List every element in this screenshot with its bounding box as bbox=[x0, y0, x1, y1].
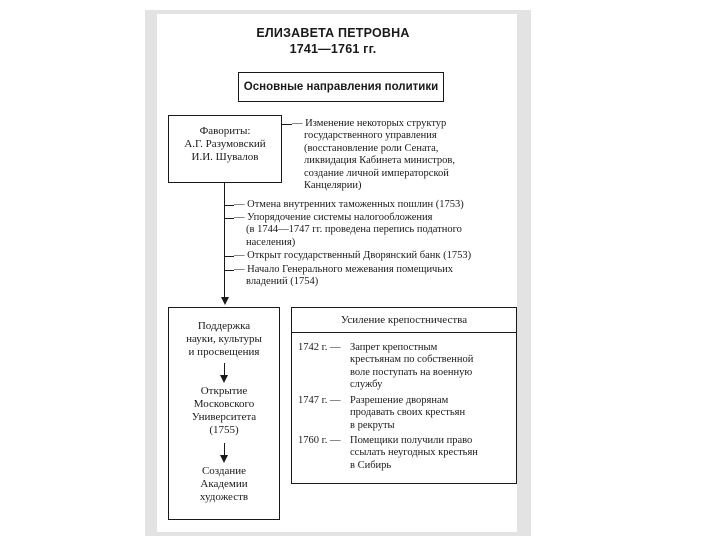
tick-customs bbox=[224, 205, 234, 206]
policy-5-line-2: владений (1754) bbox=[246, 276, 319, 288]
policy-directions-box bbox=[238, 72, 444, 102]
science-support-line-2: науки, культуры bbox=[186, 333, 262, 345]
serfdom-entry-1747 bbox=[298, 395, 514, 433]
academy-line-3: художеств bbox=[199, 491, 249, 503]
university-line-1: Открытие bbox=[200, 385, 248, 397]
spine-arrowhead bbox=[221, 297, 229, 305]
favorite-razumovsky: А.Г. Разумовский bbox=[184, 138, 266, 150]
policy-land-survey bbox=[234, 264, 524, 289]
diagram-years: 1741—1761 гг. bbox=[289, 42, 377, 56]
serfdom-year-1747: 1747 г. — bbox=[298, 395, 341, 406]
policy-noble-bank bbox=[234, 250, 524, 262]
university-year: (1755) bbox=[209, 424, 239, 436]
science-arrow-2-head bbox=[220, 455, 228, 463]
serfdom-1747-line-3: в рекруты bbox=[350, 419, 395, 431]
serfdom-1747-line-1: Разрешение дворянам bbox=[350, 395, 449, 406]
policy-government-reform bbox=[292, 118, 522, 192]
policy-tax-system bbox=[234, 212, 524, 249]
spine-line bbox=[224, 183, 225, 299]
academy-line-2: Академии bbox=[200, 478, 248, 490]
serfdom-1742-line-2: крестьянам по собственной bbox=[350, 354, 474, 366]
favorite-shuvalov: И.И. Шувалов bbox=[191, 151, 259, 163]
serfdom-title: Усиление крепостничества bbox=[340, 314, 468, 326]
serfdom-title-divider bbox=[292, 332, 516, 333]
tick-bank bbox=[224, 256, 234, 257]
serfdom-text-1747 bbox=[350, 395, 520, 432]
policy-3-line-1: — Упорядочение системы налогообложения bbox=[234, 212, 433, 223]
policy-3-line-2: (в 1744—1747 гг. проведена перепись податного bbox=[246, 224, 462, 236]
favorites-heading: Фавориты: bbox=[199, 125, 251, 137]
serfdom-1742-line-3: воле поступать на военную bbox=[350, 366, 473, 378]
tick-survey bbox=[224, 270, 234, 271]
policy-1-line-4: ликвидация Кабинета министров, bbox=[304, 155, 455, 167]
serfdom-1742-line-1: Запрет крепостным bbox=[350, 342, 438, 353]
science-support-line-3: и просвещения bbox=[188, 346, 260, 358]
policy-1-line-2: государственного управления bbox=[304, 130, 437, 142]
serfdom-entry-1760 bbox=[298, 435, 514, 473]
policy-1-line-3: (восстановление роли Сената, bbox=[304, 142, 439, 154]
serfdom-1760-line-2: ссылать неугодных крестьян bbox=[350, 447, 478, 459]
serfdom-year-1760: 1760 г. — bbox=[298, 435, 341, 446]
serfdom-1747-line-2: продавать своих крестьян bbox=[350, 407, 466, 419]
serfdom-year-1742: 1742 г. — bbox=[298, 342, 341, 353]
science-arrow-1-head bbox=[220, 375, 228, 383]
policy-directions-label: Основные направления политики bbox=[243, 81, 439, 93]
policy-1-line-5: создание личной императорской bbox=[304, 167, 449, 179]
policy-2-line-1: — Отмена внутренних таможенных пошлин (1753) bbox=[234, 199, 464, 210]
policy-4-line-1: — Открыт государственный Дворянский банк (1753) bbox=[234, 250, 472, 261]
serfdom-1760-line-3: в Сибирь bbox=[350, 459, 392, 471]
policy-1-line-6: Канцелярии) bbox=[304, 180, 362, 192]
policy-5-line-1: — Начало Генерального межевания помещичьих bbox=[234, 264, 453, 275]
university-line-2: Московского bbox=[193, 398, 255, 410]
science-support-line-1: Поддержка bbox=[197, 320, 251, 332]
policy-3-line-3: населения) bbox=[246, 236, 296, 248]
favorites-connector bbox=[282, 124, 292, 125]
serfdom-text-1742 bbox=[350, 342, 520, 392]
policy-customs-abolition bbox=[234, 199, 524, 211]
academy-line-1: Создание bbox=[201, 465, 247, 477]
diagram-title: ЕЛИЗАВЕТА ПЕТРОВНА bbox=[256, 26, 410, 40]
serfdom-text-1760 bbox=[350, 435, 520, 472]
serfdom-entry-1742 bbox=[298, 342, 514, 392]
policy-1-line-1: — Изменение некоторых структур bbox=[292, 118, 447, 129]
serfdom-box bbox=[291, 307, 517, 484]
science-culture-box bbox=[168, 307, 280, 520]
tick-taxes bbox=[224, 218, 234, 219]
university-line-3: Университета bbox=[191, 411, 257, 423]
serfdom-1742-line-4: службу bbox=[350, 379, 383, 391]
favorites-box bbox=[168, 115, 282, 183]
serfdom-1760-line-1: Помещики получили право bbox=[350, 435, 473, 446]
